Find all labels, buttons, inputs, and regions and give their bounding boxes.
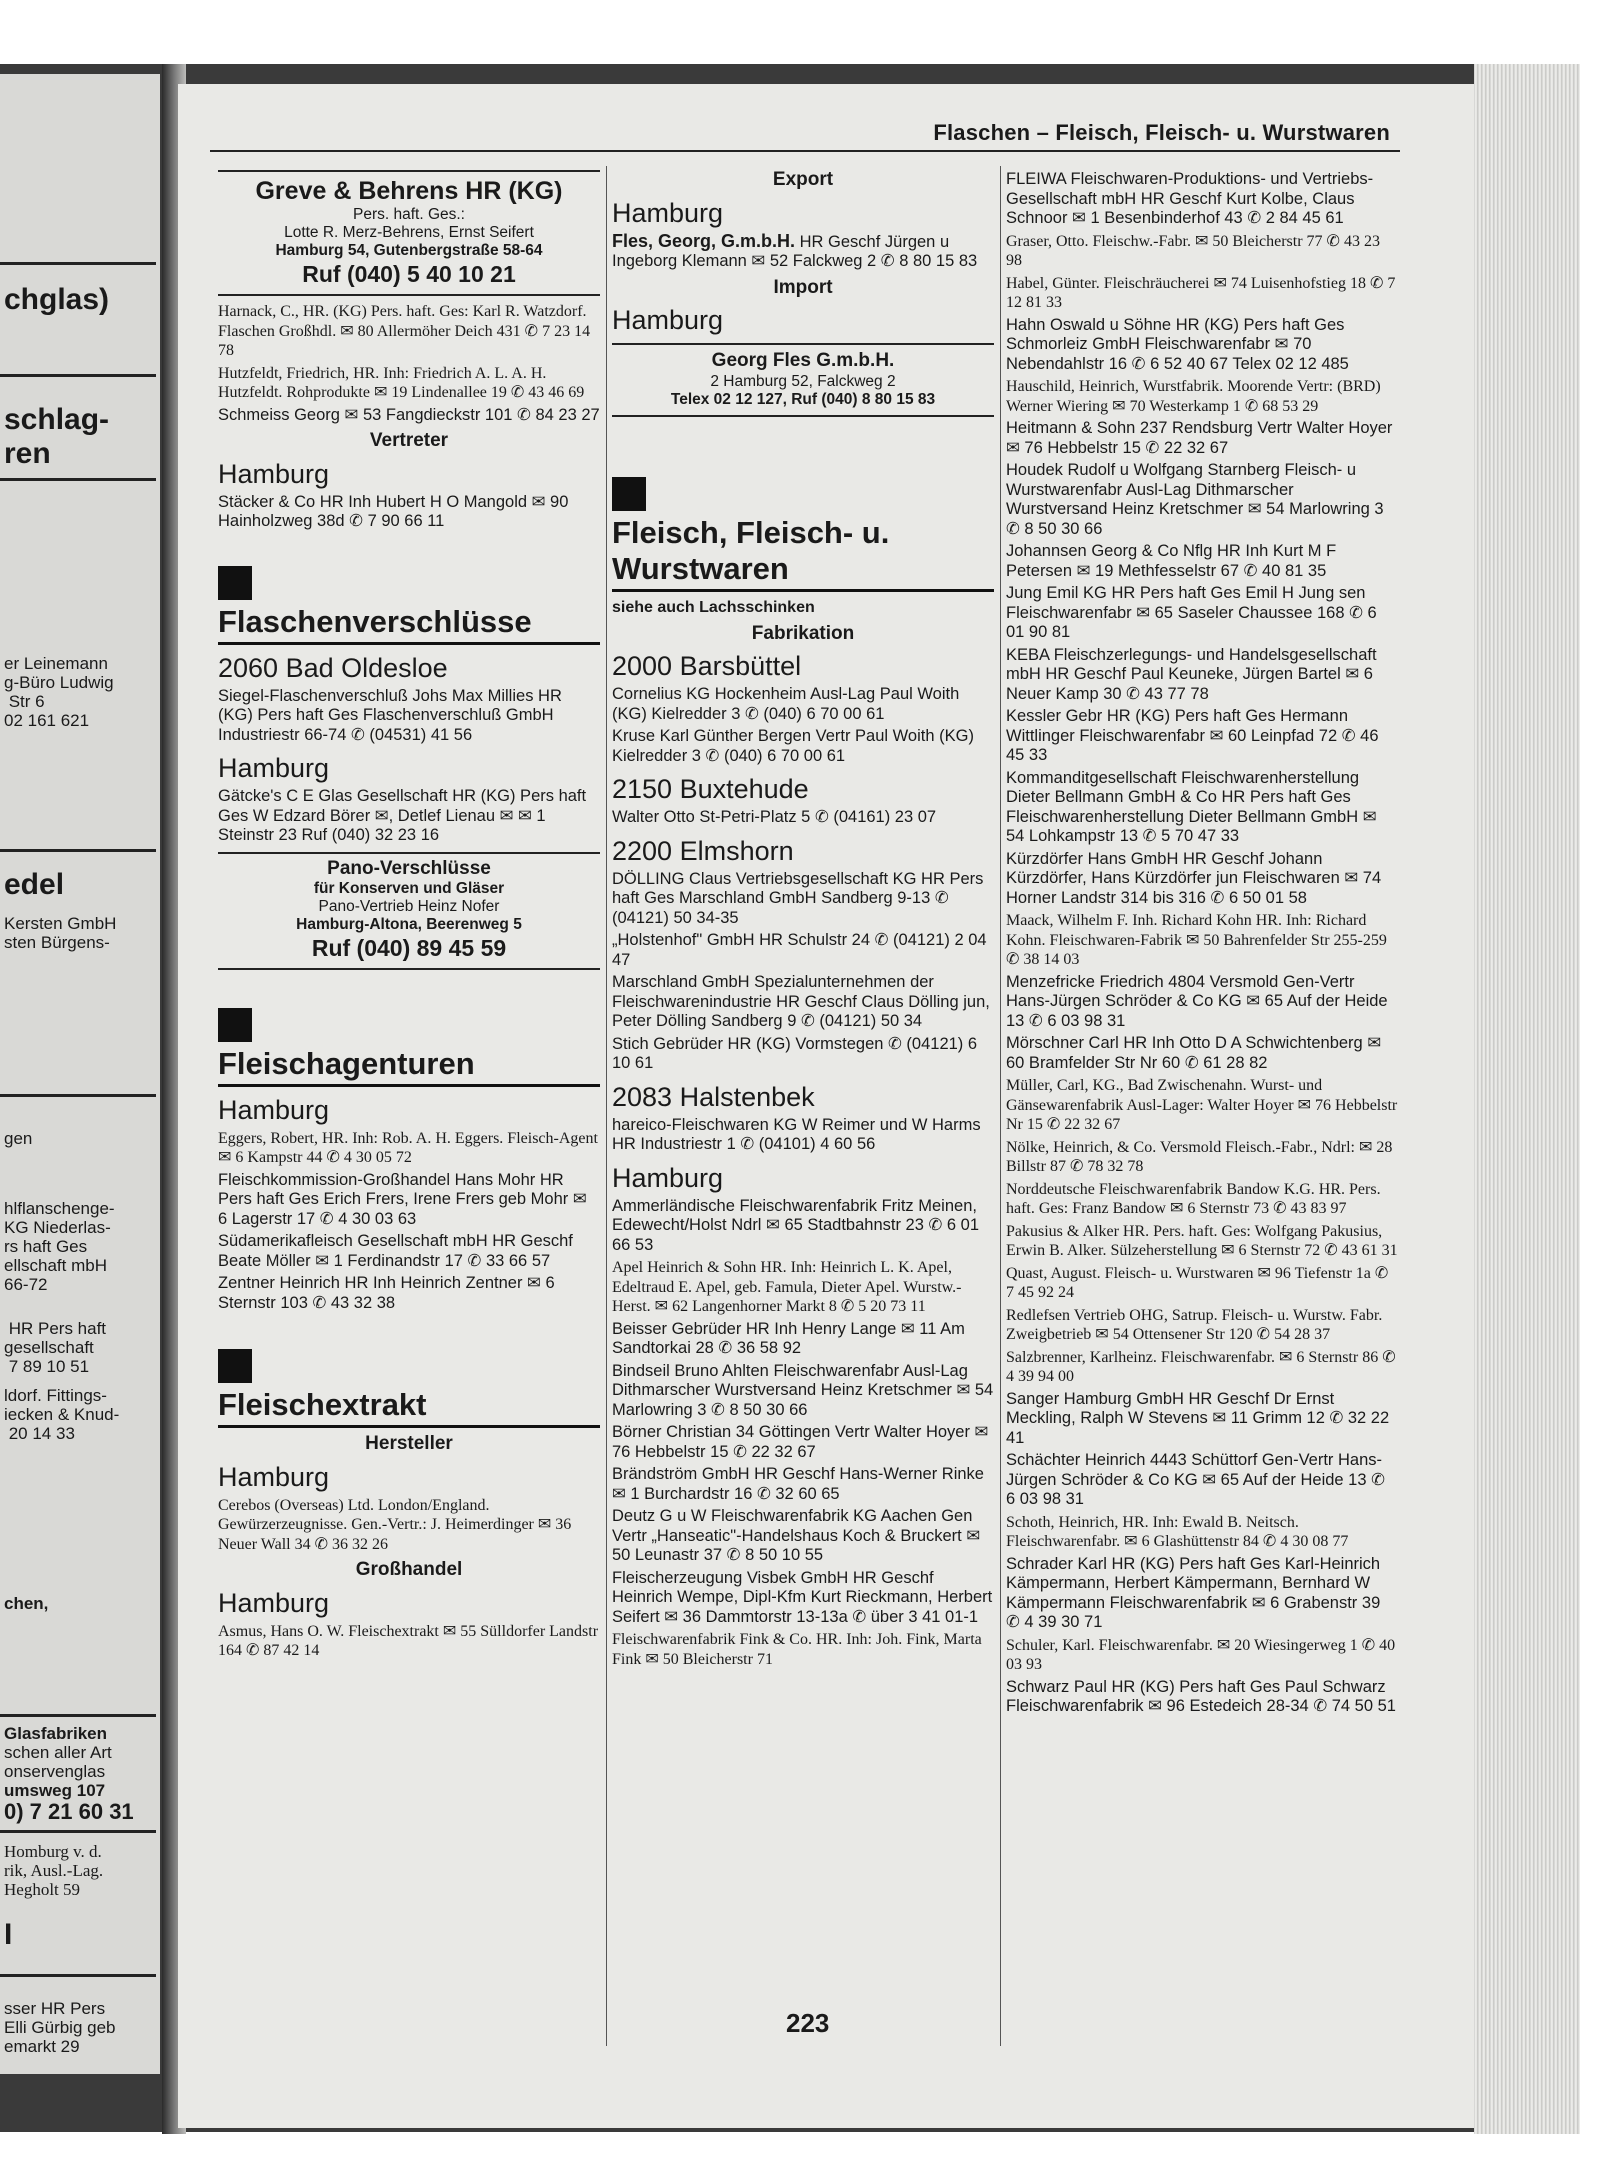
advert-address: Hamburg-Altona, Beerenweg 5 [296,915,522,933]
directory-entry: Schrader Karl HR (KG) Pers haft Ges Karl-Heinrich Kämpermann, Herbert Kämpermann, Bernhard W Kämpermann Fleischwarenfabrik ✉ 6 Grabenstr 39 ✆ 4 39 30 71 [1006,1554,1381,1631]
city-heading: 2060 Bad Oldesloe [218,652,448,683]
directory-entry: Mörschner Carl HR Inh Otto D A Schwichtenberg ✉ 60 Bramfelder Str Nr 60 ✆ 61 28 82 [1006,1034,1382,1072]
city-heading: 2200 Elmshorn [612,835,794,866]
directory-entry: Graser, Otto. Fleischw.-Fabr. ✉ 50 Bleicherstr 77 ✆ 43 23 98 [1006,232,1380,269]
advert-line: für Konserven und Gläser [313,879,505,897]
left-text: ren [4,437,51,470]
directory-entry: Ammerländische Fleischwarenfabrik Fritz Meinen, Edewecht/Holst Ndrl ✉ 65 Stadtbahnstr 23 ✆ 6 01 66 53 [612,1196,980,1254]
left-text: gen [4,1129,33,1148]
advert-address: Hamburg 54, Gutenbergstraße 58-64 [275,242,543,259]
left-text: rik, Ausl.-Lag. [4,1861,104,1880]
directory-entry: Stäcker & Co HR Inh Hubert H O Mangold ✉ 90 Hainholzweg 38d ✆ 7 90 66 11 [218,492,569,530]
directory-entry: Walter Otto St-Petri-Platz 5 ✆ (04161) 23 07 [612,808,937,826]
directory-entry: Deutz G u W Fleischwarenfabrik KG Aachen Gen Vertr „Hanseatic"-Handelshaus Koch & Bruckert ✉ 50 Leunastr 37 ✆ 8 50 10 55 [612,1507,981,1564]
directory-entry: Siegel-Flaschenverschluß Johs Max Millies HR (KG) Pers haft Ges Flaschenverschluß GmbH Industriestr 66-74 ✆ (04531) 41 56 [218,686,562,744]
left-text: HR Pers haft [4,1319,107,1338]
directory-entry: Kruse Karl Günther Bergen Vertr Paul Woith (KG) Kielredder 3 ✆ (040) 6 70 00 61 [612,727,974,765]
header-rule [210,150,1400,152]
left-text: Str 6 [4,692,45,711]
left-text: gesellschaft [4,1338,94,1357]
directory-entry: Harnack, C., HR. (KG) Pers. haft. Ges: Karl R. Watzdorf. Flaschen Großhdl. ✉ 80 Allermöher Deich 431 ✆ 7 23 14 78 [218,303,591,359]
page-number: 223 [786,2008,830,2038]
advert-address: 2 Hamburg 52, Falckweg 2 [710,373,896,390]
directory-entry: Börner Christian 34 Göttingen Vertr Walter Hoyer ✉ 76 Hebbelstr 15 ✆ 22 32 67 [612,1423,989,1461]
section-title: Fleischagenturen [218,1046,600,1087]
directory-entry: Asmus, Hans O. W. Fleischextrakt ✉ 55 Sülldorfer Landstr 164 ✆ 87 42 14 [218,1622,599,1659]
advert-greve-behrens [218,170,600,296]
column-divider [1000,166,1001,2046]
directory-entry: Marschland GmbH Spezialunternehmen der Fleischwarenindustrie HR Geschf Claus Dölling jun, Peter Dölling Sandberg 9 ✆ (04121) 50 34 [612,973,990,1030]
section-title: Flaschenverschlüsse [218,604,600,645]
entry-name: Fles, Georg, G.m.b.H. [612,230,796,251]
city-heading: Hamburg [218,753,330,783]
cross-reference: siehe auch Lachsschinken [612,599,815,616]
directory-entry: Kürzdörfer Hans GmbH HR Geschf Johann Kürzdörfer, Hans Kürzdörfer jun Fleischwaren ✉ 74 Horner Landstr 314 bis 316 ✆ 6 50 01 58 [1006,849,1382,907]
directory-entry: KEBA Fleischzerlegungs- und Handelsgesellschaft mbH HR Geschf Paul Keuneke, Jürgen Bartel ✉ 6 Neuer Kamp 30 ✆ 43 77 78 [1006,645,1377,703]
rule [0,262,156,265]
section-title: Fleischextrakt [218,1387,600,1428]
left-text: g-Büro Ludwig [4,673,114,692]
left-text: onservenglas [4,1762,106,1781]
left-text: Glasfabriken [4,1724,107,1743]
subheading: Vertreter [369,430,449,451]
left-text: schen aller Art [4,1743,112,1762]
city-heading: Hamburg [218,1461,330,1492]
left-text: 02 161 621 [4,711,90,730]
left-text: 66-72 [4,1275,48,1294]
left-text: Homburg v. d. [4,1842,102,1861]
subheading: Großhandel [355,1559,463,1580]
entry-details: HR Geschf Jürgen u Ingeborg Klemann ✉ 52 Falckweg 2 ✆ 8 80 15 83 [612,232,978,270]
left-text: 20 14 33 [4,1424,75,1443]
left-text: emarkt 29 [4,2037,80,2056]
subheading: Export [772,169,834,190]
directory-entry: Schuler, Karl. Fleischwarenfabr. ✉ 20 Wiesingerweg 1 ✆ 40 03 93 [1006,1636,1396,1673]
city-heading: Hamburg [612,305,724,335]
rule [0,1974,156,1977]
directory-entry: Habel, Günter. Fleischräucherei ✉ 74 Luisenhofstieg 18 ✆ 7 12 81 33 [1006,274,1396,311]
directory-entry: DÖLLING Claus Vertriebsgesellschaft KG HR Pers haft Ges Marschland GmbH Sandberg 9-13 ✆ (04121) 50 34-35 [612,869,984,927]
directory-entry: Cornelius KG Hockenheim Ausl-Lag Paul Woith (KG) Kielredder 3 ✆ (040) 6 70 00 61 [612,685,960,723]
running-head: Flaschen – Fleisch, Fleisch- u. Wurstwaren [933,120,1390,145]
directory-entry: Jung Emil KG HR Pers haft Ges Emil H Jung sen Fleischwarenfabr ✉ 65 Saseler Chaussee 168 ✆ 6 01 90 81 [1006,584,1377,641]
left-page-fragment [0,74,160,2074]
directory-entry: Gätcke's C E Glas Gesellschaft HR (KG) Pers haft Ges W Edzard Börer ✉, Detlef Lienau ✉ ✉ 1 Steinstr 23 Ruf (040) 32 23 16 [218,787,587,844]
directory-entry: Schächter Heinrich 4443 Schüttorf Gen-Vertr Hans-Jürgen Schröder & Co KG ✉ 65 Auf der Heide 13 ✆ 6 03 98 31 [1006,1451,1385,1508]
directory-entry: Salzbrenner, Karlheinz. Fleischwarenfabr. ✉ 6 Sternstr 86 ✆ 4 39 94 00 [1006,1348,1396,1385]
rule [0,1094,156,1097]
left-text: I [4,1918,13,1951]
city-heading: Hamburg [612,197,724,228]
subheading: Import [773,276,833,298]
directory-entry: Bindseil Bruno Ahlten Fleischwarenfabr Ausl-Lag Dithmarscher Wurstversand Heinz Kretschmer ✉ 54 Marlowring 3 ✆ 8 50 30 66 [612,1361,994,1419]
directory-entry: Fleischerzeugung Visbek GmbH HR Geschf Heinrich Wempe, Dipl-Kfm Kurt Rieckmann, Herbert Seifert ✉ 36 Dammtorstr 13-13a ✆ über 3 41 01-1 [612,1568,993,1626]
advert-line: Pers. haft. Ges.: [353,206,465,223]
city-heading: Hamburg [218,1094,330,1125]
directory-entry: Houdek Rudolf u Wolfgang Starnberg Fleisch- u Wurstwarenfabr Ausl-Lag Dithmarscher Wurstversand Heinz Kretschmer ✉ 54 Marlowring 3 ✆ 8 50 30 66 [1006,461,1384,538]
advert-phone: Telex 02 12 127, Ruf (040) 8 80 15 83 [670,391,936,408]
rule [0,374,156,377]
left-text: sten Bürgens- [4,933,110,952]
left-text: er Leinemann [4,654,108,673]
directory-entry: „Holstenhof" GmbH HR Schulstr 24 ✆ (04121) 2 04 47 [612,931,987,969]
directory-entry: Schmeiss Georg ✉ 53 Fangdieckstr 101 ✆ 84 23 27 [218,405,600,424]
advert-title: Greve & Behrens HR (KG) [255,177,563,205]
left-text: chglas) [4,283,110,316]
left-text: schlag- [4,403,110,436]
advert-title: Georg Fles G.m.b.H. [711,350,895,371]
left-text: ldorf. Fittings- [4,1386,107,1405]
directory-entry: Kessler Gebr HR (KG) Pers haft Ges Hermann Wittlinger Fleischwarenfabr ✉ 60 Leinpfad 72 ✆ 46 45 33 [1006,707,1379,764]
left-text: umsweg 107 [4,1781,106,1800]
directory-entry: Heitmann & Sohn 237 Rendsburg Vertr Walter Hoyer ✉ 76 Hebbelstr 15 ✆ 22 32 67 [1006,419,1393,457]
directory-entry: Müller, Carl, KG., Bad Zwischenahn. Wurst- und Gänsewarenfabrik Ausl-Lager: Walter Hoyer ✉ 76 Hebbelstr Nr 15 ✆ 22 32 67 [1006,1077,1398,1133]
directory-entry: Maack, Wilhelm F. Inh. Richard Kohn HR. Inh: Richard Kohn. Fleischwaren-Fabrik ✉ 50 Bahrenfelder Str 255-259 ✆ 38 14 03 [1006,912,1387,968]
left-text: Elli Gürbig geb [4,2018,116,2037]
advert-georg-fles [612,343,994,417]
city-heading: Hamburg [612,1162,724,1193]
advert-title: Pano-Verschlüsse [327,857,491,879]
directory-entry: Johannsen Georg & Co Nflg HR Inh Kurt M F Petersen ✉ 19 Methfesselstr 67 ✆ 40 81 35 [1006,542,1337,580]
directory-entry: Hutzfeldt, Friedrich, HR. Inh: Friedrich A. L. A. H. Hutzfeldt. Rohprodukte ✉ 19 Lindenallee 19 ✆ 43 46 69 [218,364,585,401]
section-marker [218,566,252,600]
advert-line: Lotte R. Merz-Behrens, Ernst Seifert [284,224,534,241]
city-heading: 2000 Barsbüttel [612,651,802,681]
directory-entry: Fleischkommission-Großhandel Hans Mohr HR Pers haft Ges Erich Frers, Irene Frers geb Mohr ✉ 6 Lagerstr 17 ✆ 4 30 03 63 [218,1170,587,1228]
left-text: sser HR Pers [4,1999,106,2018]
section-title: Fleisch, Fleisch- u. Wurstwaren [612,515,994,592]
advert-pano [218,852,600,970]
directory-entry: Eggers, Robert, HR. Inh: Rob. A. H. Eggers. Fleisch-Agent ✉ 6 Kampstr 44 ✆ 4 30 05 72 [218,1129,598,1166]
directory-entry: FLEIWA Fleischwaren-Produktions- und Vertriebs-Gesellschaft mbH HR Geschf Kurt Kolbe, Claus Schnoor ✉ 1 Besenbinderhof 43 ✆ 2 84 45 61 [1006,170,1374,227]
directory-entry: Norddeutsche Fleischwarenfabrik Bandow K.G. HR. Pers. haft. Ges: Franz Bandow ✉ 6 Sternstr 73 ✆ 43 83 97 [1006,1180,1381,1217]
rule [0,1830,156,1833]
directory-entry: Quast, August. Fleisch- u. Wurstwaren ✉ 96 Tiefenstr 1a ✆ 7 45 92 24 [1006,1264,1389,1301]
directory-entry: Nölke, Heinrich, & Co. Versmold Fleisch.-Fabr., Ndrl: ✉ 28 Billstr 87 ✆ 78 32 78 [1006,1138,1393,1175]
city-heading: Hamburg [218,1587,330,1618]
directory-entry: Sanger Hamburg GmbH HR Geschf Dr Ernst Meckling, Ralph W Stevens ✉ 11 Grimm 12 ✆ 32 22 41 [1006,1389,1390,1447]
page-edges [1474,64,1580,2134]
advert-line: Pano-Vertrieb Heinz Nofer [318,897,500,915]
directory-entry: Cerebos (Overseas) Ltd. London/England. Gewürzerzeugnisse. Gen.-Vertr.: J. Heimerdinger ✉ 36 Neuer Wall 34 ✆ 36 32 26 [218,1496,572,1553]
directory-entry: Beisser Gebrüder HR Inh Henry Lange ✉ 11 Am Sandtorkai 28 ✆ 36 58 92 [612,1319,965,1357]
advert-phone: Ruf (040) 89 45 59 [311,934,507,961]
directory-entry: Redlefsen Vertrieb OHG, Satrup. Fleisch- u. Wurstw. Fabr. Zweigbetrieb ✉ 54 Ottensener Str 120 ✆ 54 28 37 [1006,1306,1383,1343]
directory-entry: Brändström GmbH HR Geschf Hans-Werner Rinke ✉ 1 Burchardstr 16 ✆ 32 60 65 [612,1465,984,1503]
directory-entry: Apel Heinrich & Sohn HR. Inh: Heinrich L. K. Apel, Edeltraud E. Apel, geb. Famula, Dieter Apel. Wurstw.-Herst. ✉ 62 Langenhorner Markt 8 ✆ 5 20 73 11 [612,1259,962,1315]
directory-entry: Schoth, Heinrich, HR. Inh: Ewald B. Neitsch. Fleischwarenfabr. ✉ 6 Glashüttenstr 84 ✆ 4 30 08 77 [1006,1513,1349,1550]
advert-phone: Ruf (040) 5 40 10 21 [302,261,516,287]
directory-entry: Hauschild, Heinrich, Wurstfabrik. Moorende Vertr: (BRD) Werner Wiering ✉ 70 Westerkamp 1 ✆ 68 53 29 [1006,378,1381,415]
left-text: hlflanschenge- [4,1199,115,1218]
city-heading: 2083 Halstenbek [612,1081,815,1112]
directory-entry: Kommanditgesellschaft Fleischwarenherstellung Dieter Bellmann GmbH & Co HR Pers haft Ges Fleischwarenherstellung Dieter Bellmann GmbH ✉ 54 Lohkampstr 13 ✆ 5 70 47 33 [1006,768,1377,845]
left-text: rs haft Ges [4,1237,88,1256]
directory-entry: Zentner Heinrich HR Inh Heinrich Zentner ✉ 6 Sternstr 103 ✆ 43 32 38 [218,1274,555,1312]
left-text: edel [4,868,65,901]
left-text: Kersten GmbH [4,914,117,933]
subheading: Hersteller [365,1433,453,1454]
section-marker [218,1349,252,1383]
left-text: Hegholt 59 [4,1880,81,1899]
directory-entry: Südamerikafleisch Gesellschaft mbH HR Geschf Beate Möller ✉ 1 Ferdinandstr 17 ✆ 33 66 57 [218,1232,573,1270]
left-text: KG Niederlas- [4,1218,111,1237]
subheading: Fabrikation [751,622,855,644]
directory-entry: Schwarz Paul HR (KG) Pers haft Ges Paul Schwarz Fleischwarenfabrik ✉ 96 Estedeich 28-34 ✆ 74 50 51 [1006,1677,1396,1715]
column-2 [612,170,994,1672]
left-text: ellschaft mbH [4,1256,107,1275]
section-marker [218,1008,252,1042]
directory-entry: Stich Gebrüder HR (KG) Vormstegen ✆ (04121) 6 10 61 [612,1034,978,1072]
directory-entry: Pakusius & Alker HR. Pers. haft. Ges: Wolfgang Pakusius, Erwin B. Alker. Sülzeherstellung ✉ 6 Sternstr 72 ✆ 43 61 31 [1006,1222,1398,1259]
left-text: iecken & Knud- [4,1405,120,1424]
left-text: 7 89 10 51 [4,1357,90,1376]
column-3 [1006,170,1398,1720]
left-text: chen, [4,1594,49,1613]
city-heading: 2150 Buxtehude [612,774,809,804]
directory-entry: Menzefricke Friedrich 4804 Versmold Gen-Vertr Hans-Jürgen Schröder & Co KG ✉ 65 Auf der Heide 13 ✆ 6 03 98 31 [1006,972,1388,1030]
directory-entry: hareico-Fleischwaren KG W Reimer und W Harms HR Industriestr 1 ✆ (04101) 4 60 56 [612,1115,981,1153]
city-heading: Hamburg [218,458,330,489]
directory-entry: Fleischwarenfabrik Fink & Co. HR. Inh: Joh. Fink, Marta Fink ✉ 50 Bleicherstr 71 [612,1631,982,1668]
column-divider [606,166,607,2046]
rule [0,1714,156,1717]
left-text: 0) 7 21 60 31 [4,1799,134,1824]
rule [0,478,156,481]
column-1 [218,170,600,1664]
directory-entry: Hahn Oswald u Söhne HR (KG) Pers haft Ges Schmorleiz GmbH Fleischwarenfabr ✉ 70 Nebendahlstr 16 ✆ 6 52 40 67 Telex 02 12 485 [1006,315,1349,373]
directory-entry [612,232,994,272]
rule [0,849,156,852]
section-marker [612,477,646,511]
